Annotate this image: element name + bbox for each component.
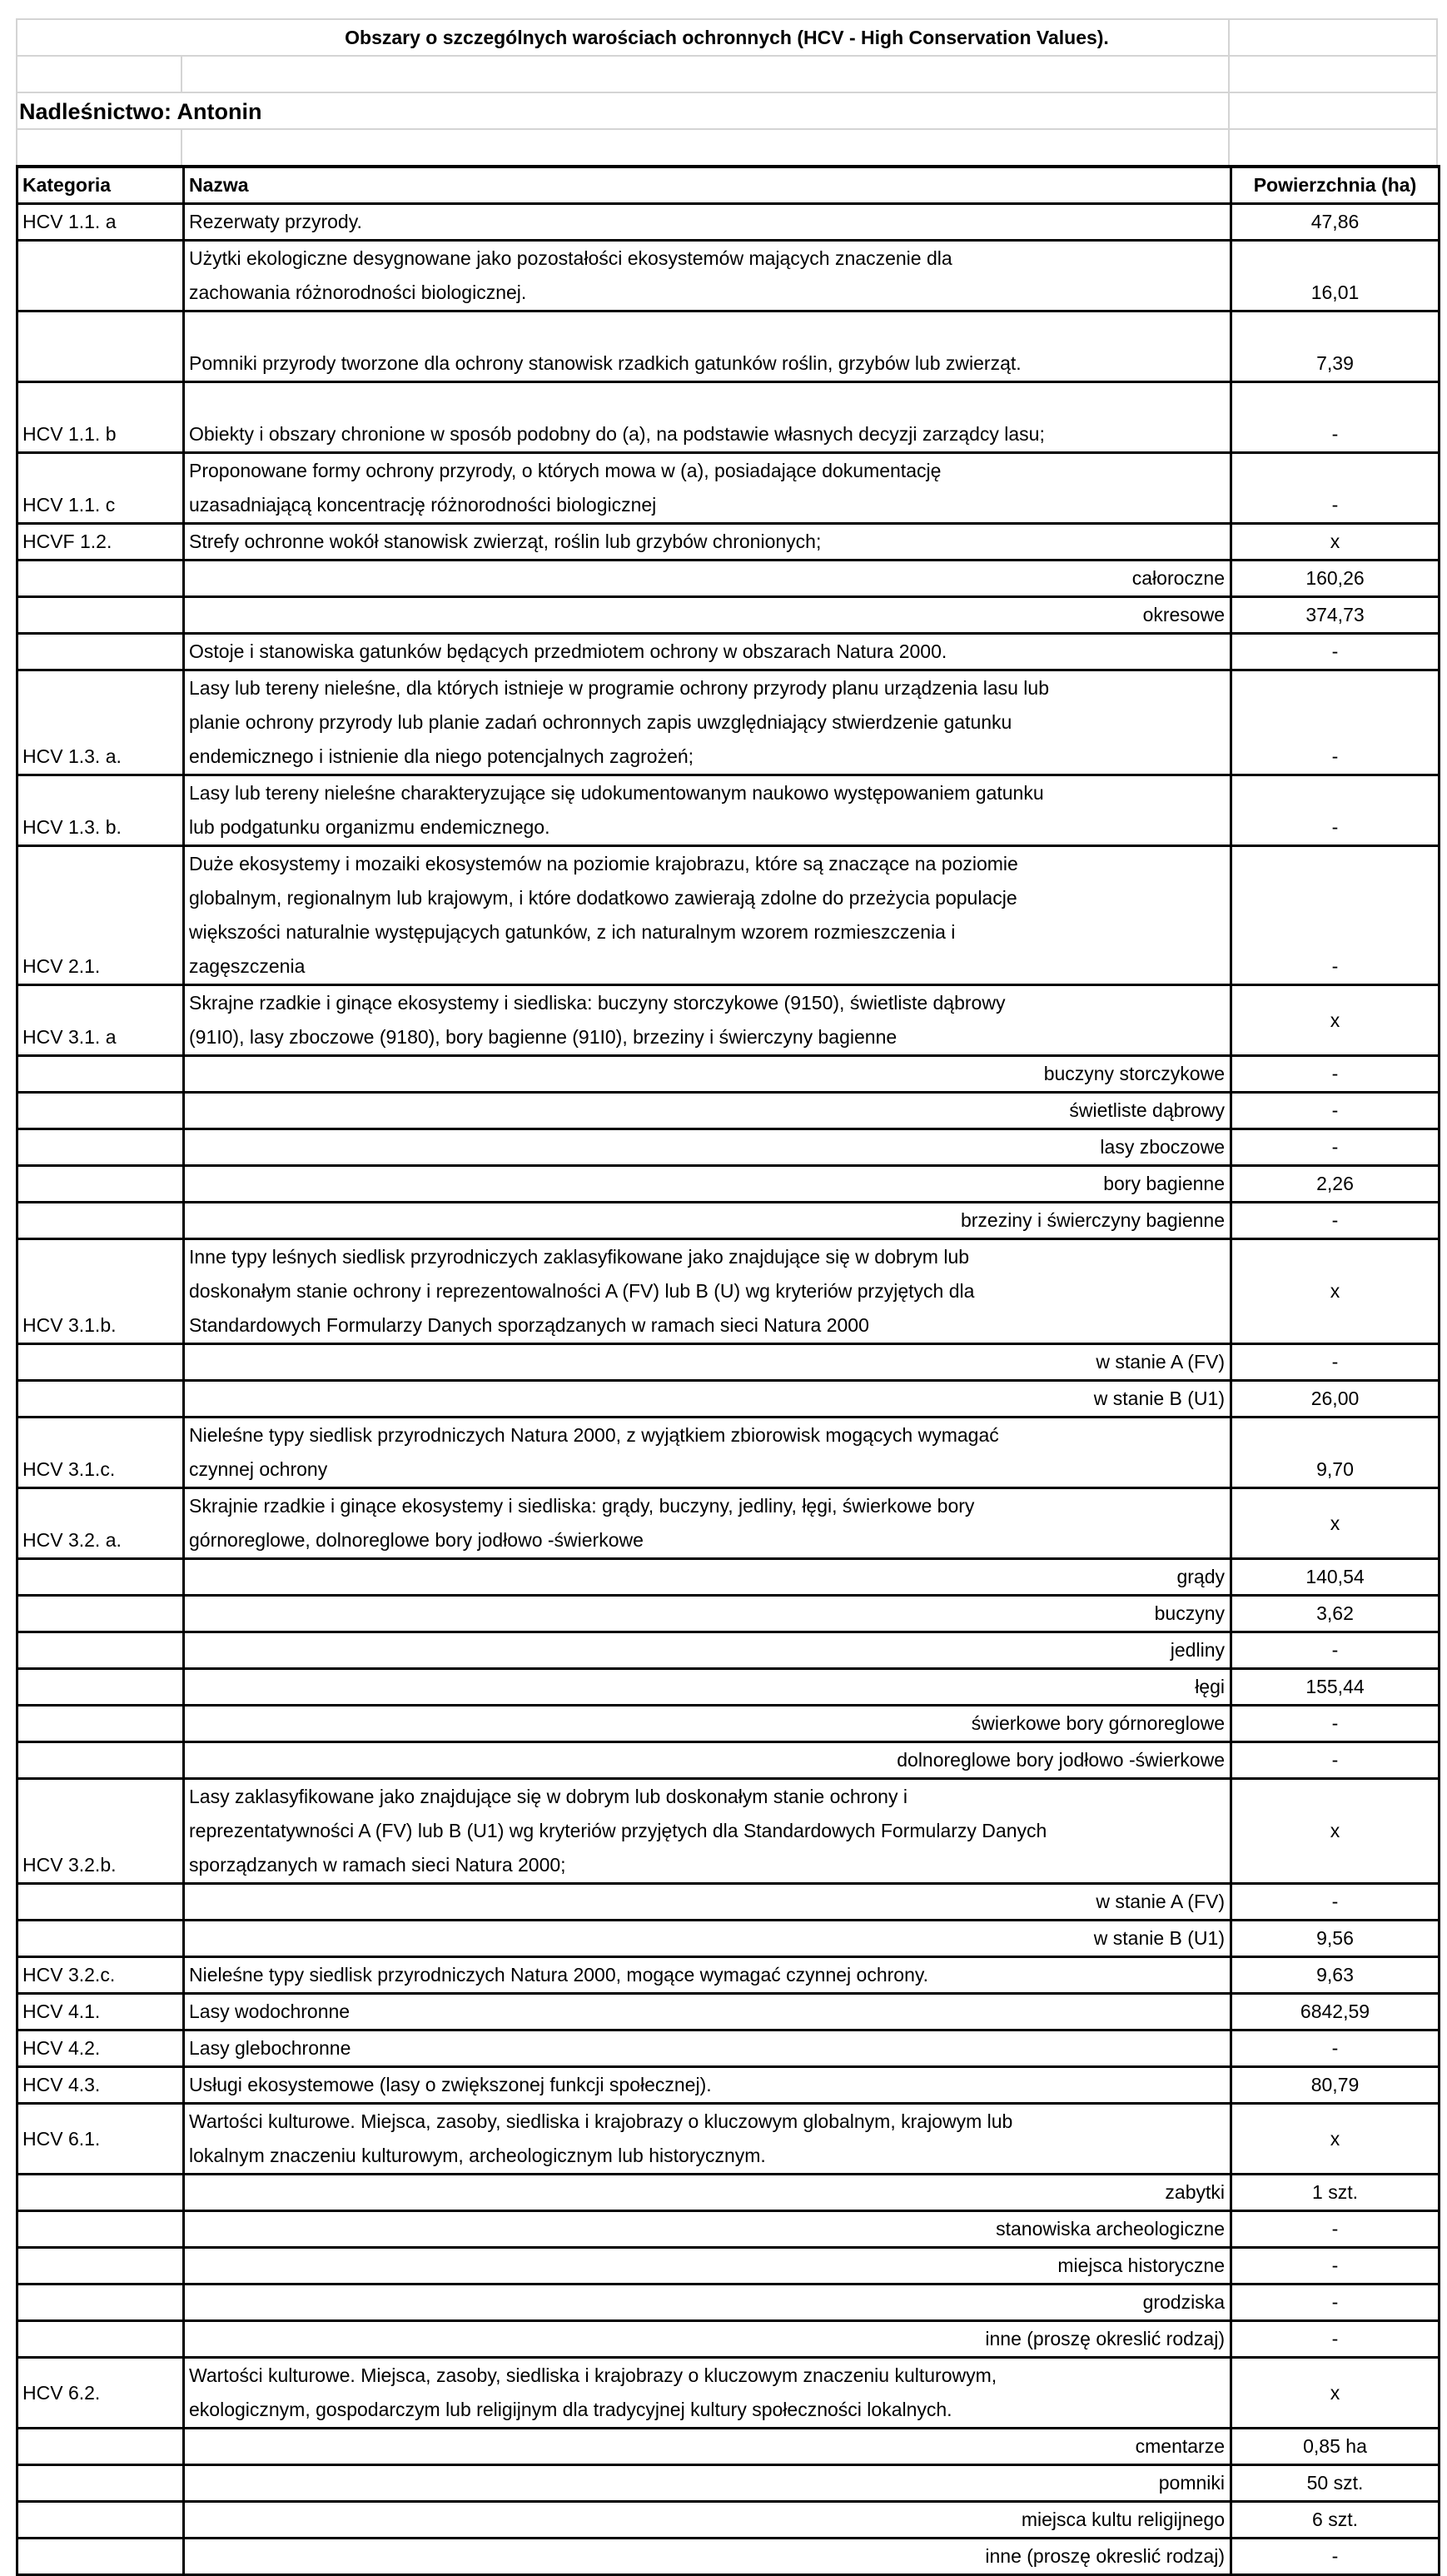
table-row — [17, 1418, 1440, 1488]
category-cell — [17, 311, 184, 382]
name-line: uzasadniającą koncentrację różnorodności biologicznej — [189, 494, 657, 516]
table-row — [17, 311, 1440, 382]
category-cell — [17, 2429, 184, 2465]
empty-cell — [182, 57, 1230, 92]
subcategory-cell: dolnoreglowe bory jodłowo -świerkowe — [184, 1742, 1231, 1779]
area-cell: - — [1231, 846, 1440, 985]
name-line: Usługi ekosystemowe (lasy o zwiększonej funkcji społecznej). — [189, 2074, 712, 2095]
name-line: (91I0), lasy zboczowe (9180), bory bagienne (91I0), brzeziny i świerczyny bagienne — [189, 1026, 898, 1048]
category-cell — [17, 1706, 184, 1742]
subcategory-cell: inne (proszę okreslić rodzaj) — [184, 2539, 1231, 2575]
name-line: Ostoje i stanowiska gatunków będących przedmiotem ochrony w obszarach Natura 2000. — [189, 640, 947, 662]
name-line: Inne typy leśnych siedlisk przyrodniczych zaklasyfikowane jako znajdujące się w dobrym lub — [189, 1246, 970, 1268]
table-subrow — [17, 1921, 1440, 1957]
name-line: doskonałym stanie ochrony i reprezentowalności A (FV) lub B (U) wg kryteriów przyjętych dla — [189, 1280, 975, 1302]
area-cell: 50 szt. — [1231, 2465, 1440, 2502]
table-row — [17, 382, 1440, 453]
page-title: Obszary o szczególnych warościach ochronnych (HCV - High Conservation Values). — [345, 27, 1109, 48]
table-row — [17, 1994, 1440, 2030]
subcategory-cell: świerkowe bory górnoreglowe — [184, 1706, 1231, 1742]
name-line: większości naturalnie występujących gatunków, z ich naturalnym wzorem rozmieszczenia i — [189, 921, 956, 943]
area-cell: 16,01 — [1231, 241, 1440, 311]
table-subrow — [17, 1559, 1440, 1596]
category-cell: HCV 6.1. — [17, 2104, 184, 2175]
area-cell: - — [1231, 1632, 1440, 1669]
area-cell: - — [1231, 1884, 1440, 1921]
name-line: globalnym, regionalnym lub krajowym, i które dodatkowo zawierają zdolne do przeżycia populacje — [189, 887, 1017, 909]
category-cell: HCV 4.1. — [17, 1994, 184, 2030]
area-cell: - — [1231, 1093, 1440, 1129]
subcategory-cell: w stanie A (FV) — [184, 1884, 1231, 1921]
empty-cell — [16, 130, 182, 165]
category-cell — [17, 1381, 184, 1418]
name-line: Rezerwaty przyrody. — [189, 211, 362, 232]
forest-district-row — [16, 92, 1438, 128]
sheet-header-area — [16, 18, 1438, 165]
subcategory-cell: miejsca kultu religijnego — [184, 2502, 1231, 2539]
table-subrow — [17, 2539, 1440, 2575]
subcategory-cell: w stanie B (U1) — [184, 1381, 1231, 1418]
name-cell — [184, 1994, 1231, 2030]
category-cell — [17, 1669, 184, 1706]
area-cell: 1 szt. — [1231, 2175, 1440, 2211]
blank-row — [16, 128, 1438, 165]
area-cell: 7,39 — [1231, 311, 1440, 382]
category-cell: HCV 1.3. b. — [17, 775, 184, 846]
table-row — [17, 670, 1440, 775]
subcategory-cell: jedliny — [184, 1632, 1231, 1669]
category-cell: HCV 4.3. — [17, 2067, 184, 2104]
header-area: Powierzchnia (ha) — [1231, 167, 1440, 204]
name-line: górnoreglowe, dolnoreglowe bory jodłowo -świerkowe — [189, 1529, 644, 1551]
area-cell: 47,86 — [1231, 204, 1440, 241]
name-line: Standardowych Formularzy Danych sporządzanych w ramach sieci Natura 2000 — [189, 1314, 869, 1336]
name-cell — [184, 634, 1231, 670]
empty-cell — [1230, 93, 1438, 128]
table-subrow — [17, 1203, 1440, 1239]
table-subrow — [17, 1742, 1440, 1779]
category-cell — [17, 241, 184, 311]
name-line: Skrajnie rzadkie i ginące ekosystemy i siedliska: grądy, buczyny, jedliny, łęgi, świerkowe bory — [189, 1495, 975, 1517]
name-line: Duże ekosystemy i mozaiki ekosystemów na poziomie krajobrazu, które są znaczące na poziomie — [189, 853, 1018, 874]
subcategory-cell: w stanie B (U1) — [184, 1921, 1231, 1957]
area-cell: - — [1231, 1056, 1440, 1093]
category-cell — [17, 2175, 184, 2211]
category-cell — [17, 597, 184, 634]
area-cell: - — [1231, 1344, 1440, 1381]
table-row — [17, 241, 1440, 311]
category-cell — [17, 1093, 184, 1129]
category-cell — [17, 2321, 184, 2358]
table-subrow — [17, 1093, 1440, 1129]
category-cell: HCV 3.1.c. — [17, 1418, 184, 1488]
table-subrow — [17, 2321, 1440, 2358]
category-cell: HCV 1.1. c — [17, 453, 184, 524]
category-cell — [17, 1632, 184, 1669]
area-cell: 374,73 — [1231, 597, 1440, 634]
table-row — [17, 453, 1440, 524]
table-row — [17, 524, 1440, 561]
area-cell: - — [1231, 2248, 1440, 2285]
table-row — [17, 634, 1440, 670]
area-cell: - — [1231, 2211, 1440, 2248]
category-cell — [17, 1921, 184, 1957]
area-cell: 2,26 — [1231, 1166, 1440, 1203]
name-line: Pomniki przyrody tworzone dla ochrony stanowisk rzadkich gatunków roślin, grzybów lub zwierząt. — [189, 352, 1022, 374]
area-cell: - — [1231, 453, 1440, 524]
area-cell: 160,26 — [1231, 561, 1440, 597]
area-cell: x — [1231, 1239, 1440, 1344]
table-subrow — [17, 1632, 1440, 1669]
table-row — [17, 846, 1440, 985]
table-row — [17, 1488, 1440, 1559]
name-line: Lasy lub tereny nieleśne charakteryzujące się udokumentowanym naukowo występowaniem gatunku — [189, 782, 1044, 804]
name-line: Lasy zaklasyfikowane jako znajdujące się w dobrym lub doskonałym stanie ochrony i — [189, 1786, 907, 1807]
area-cell: - — [1231, 1129, 1440, 1166]
subcategory-cell: łęgi — [184, 1669, 1231, 1706]
table-subrow — [17, 1596, 1440, 1632]
name-cell — [184, 846, 1231, 985]
area-cell: 9,56 — [1231, 1921, 1440, 1957]
category-cell — [17, 1884, 184, 1921]
name-line: ekologicznym, gospodarczym lub religijnym dla tradycyjnej kultury społeczności lokalnych. — [189, 2399, 952, 2420]
category-cell — [17, 1166, 184, 1203]
table-header-row — [17, 167, 1440, 204]
area-cell: 26,00 — [1231, 1381, 1440, 1418]
name-cell — [184, 2104, 1231, 2175]
category-cell: HCV 1.3. a. — [17, 670, 184, 775]
subcategory-cell: okresowe — [184, 597, 1231, 634]
name-cell — [184, 1239, 1231, 1344]
hcv-table-body — [17, 167, 1440, 2575]
subcategory-cell: buczyny — [184, 1596, 1231, 1632]
area-cell: - — [1231, 670, 1440, 775]
table-subrow — [17, 1344, 1440, 1381]
category-cell — [17, 2539, 184, 2575]
category-cell — [17, 2285, 184, 2321]
area-cell: 155,44 — [1231, 1669, 1440, 1706]
subcategory-cell: miejsca historyczne — [184, 2248, 1231, 2285]
category-cell — [17, 634, 184, 670]
category-cell — [17, 561, 184, 597]
table-subrow — [17, 561, 1440, 597]
table-subrow — [17, 2248, 1440, 2285]
table-row — [17, 1957, 1440, 1994]
area-cell: - — [1231, 2030, 1440, 2067]
name-line: zagęszczenia — [189, 955, 306, 977]
category-cell — [17, 1344, 184, 1381]
name-line: zachowania różnorodności biologicznej. — [189, 282, 527, 303]
table-row — [17, 204, 1440, 241]
table-subrow — [17, 2285, 1440, 2321]
table-subrow — [17, 1706, 1440, 1742]
subcategory-cell: brzeziny i świerczyny bagienne — [184, 1203, 1231, 1239]
table-row — [17, 1779, 1440, 1884]
name-line: Strefy ochronne wokół stanowisk zwierząt, roślin lub grzybów chronionych; — [189, 531, 822, 552]
name-cell — [184, 311, 1231, 382]
area-cell: x — [1231, 2358, 1440, 2429]
area-cell: x — [1231, 1488, 1440, 1559]
blank-row — [16, 55, 1438, 92]
table-subrow — [17, 1166, 1440, 1203]
table-subrow — [17, 2465, 1440, 2502]
area-cell: - — [1231, 634, 1440, 670]
table-row — [17, 2358, 1440, 2429]
category-cell: HCVF 1.2. — [17, 524, 184, 561]
subcategory-cell: świetliste dąbrowy — [184, 1093, 1231, 1129]
category-cell — [17, 1742, 184, 1779]
subcategory-cell: grądy — [184, 1559, 1231, 1596]
name-cell — [184, 1957, 1231, 1994]
category-cell: HCV 3.2. a. — [17, 1488, 184, 1559]
area-cell: - — [1231, 1203, 1440, 1239]
name-line: czynnej ochrony — [189, 1458, 328, 1480]
name-cell — [184, 382, 1231, 453]
table-subrow — [17, 1056, 1440, 1093]
area-cell: - — [1231, 2285, 1440, 2321]
table-row — [17, 2067, 1440, 2104]
table-row — [17, 1239, 1440, 1344]
table-row — [17, 2030, 1440, 2067]
name-line — [189, 383, 1226, 417]
name-cell — [184, 2030, 1231, 2067]
area-cell: - — [1231, 775, 1440, 846]
subcategory-cell: grodziska — [184, 2285, 1231, 2321]
name-line: Skrajne rzadkie i ginące ekosystemy i siedliska: buczyny storczykowe (9150), świetliste dąbrowy — [189, 992, 1006, 1014]
table-subrow — [17, 2211, 1440, 2248]
table-row — [17, 2104, 1440, 2175]
empty-cell — [16, 57, 182, 92]
name-cell — [184, 453, 1231, 524]
table-subrow — [17, 1669, 1440, 1706]
name-line: Użytki ekologiczne desygnowane jako pozostałości ekosystemów mających znaczenie dla — [189, 247, 952, 269]
category-cell: HCV 3.2.b. — [17, 1779, 184, 1884]
category-cell: HCV 1.1. a — [17, 204, 184, 241]
area-cell: 3,62 — [1231, 1596, 1440, 1632]
category-cell: HCV 4.2. — [17, 2030, 184, 2067]
category-cell — [17, 2248, 184, 2285]
name-line: Proponowane formy ochrony przyrody, o których mowa w (a), posiadające dokumentację — [189, 460, 942, 481]
name-line: Lasy lub tereny nieleśne, dla których istnieje w programie ochrony przyrody planu urządzenia lasu lub — [189, 677, 1050, 699]
area-cell: 80,79 — [1231, 2067, 1440, 2104]
area-cell: - — [1231, 2321, 1440, 2358]
name-line: lokalnym znaczeniu kulturowym, archeologicznym lub historycznym. — [189, 2145, 766, 2166]
empty-cell — [182, 130, 1230, 165]
name-line: lub podgatunku organizmu endemicznego. — [189, 816, 550, 838]
header-category: Kategoria — [17, 167, 184, 204]
hcv-table — [16, 165, 1440, 2576]
name-line: Wartości kulturowe. Miejsca, zasoby, siedliska i krajobrazy o kluczowym globalnym, krajowym lub — [189, 2110, 1013, 2132]
name-cell — [184, 524, 1231, 561]
name-cell — [184, 670, 1231, 775]
category-cell: HCV 3.1.b. — [17, 1239, 184, 1344]
area-cell: 0,85 ha — [1231, 2429, 1440, 2465]
table-subrow — [17, 1129, 1440, 1166]
header-name: Nazwa — [184, 167, 1231, 204]
subcategory-cell: całoroczne — [184, 561, 1231, 597]
name-cell — [184, 204, 1231, 241]
subcategory-cell: buczyny storczykowe — [184, 1056, 1231, 1093]
area-cell: - — [1231, 1706, 1440, 1742]
area-cell: x — [1231, 985, 1440, 1056]
category-cell — [17, 2211, 184, 2248]
table-subrow — [17, 1381, 1440, 1418]
category-cell — [17, 1056, 184, 1093]
area-cell: 140,54 — [1231, 1559, 1440, 1596]
category-cell: HCV 2.1. — [17, 846, 184, 985]
area-cell: - — [1231, 382, 1440, 453]
category-cell — [17, 1203, 184, 1239]
area-cell: x — [1231, 1779, 1440, 1884]
subcategory-cell: w stanie A (FV) — [184, 1344, 1231, 1381]
name-line: Lasy wodochronne — [189, 2001, 351, 2022]
name-cell — [184, 2358, 1231, 2429]
forest-district-label: Nadleśnictwo: Antonin — [19, 99, 262, 124]
category-cell — [17, 2502, 184, 2539]
table-subrow — [17, 2502, 1440, 2539]
area-cell: - — [1231, 1742, 1440, 1779]
name-line: Nieleśne typy siedlisk przyrodniczych Natura 2000, z wyjątkiem zbiorowisk mogących wymagać — [189, 1424, 999, 1446]
title-row — [16, 18, 1438, 55]
category-cell: HCV 3.1. a — [17, 985, 184, 1056]
name-cell — [184, 1488, 1231, 1559]
table-subrow — [17, 2175, 1440, 2211]
table-subrow — [17, 597, 1440, 634]
area-cell: x — [1231, 524, 1440, 561]
category-cell — [17, 1596, 184, 1632]
table-row — [17, 775, 1440, 846]
subcategory-cell: pomniki — [184, 2465, 1231, 2502]
category-cell — [17, 1129, 184, 1166]
area-cell: - — [1231, 2539, 1440, 2575]
empty-cell — [1230, 57, 1438, 92]
area-cell: 6 szt. — [1231, 2502, 1440, 2539]
name-line: Wartości kulturowe. Miejsca, zasoby, siedliska i krajobrazy o kluczowym znaczeniu kulturowym, — [189, 2364, 997, 2386]
name-cell — [184, 1418, 1231, 1488]
area-cell: x — [1231, 2104, 1440, 2175]
subcategory-cell: zabytki — [184, 2175, 1231, 2211]
table-subrow — [17, 2429, 1440, 2465]
name-line — [189, 312, 1226, 346]
area-cell: 6842,59 — [1231, 1994, 1440, 2030]
subcategory-cell: bory bagienne — [184, 1166, 1231, 1203]
name-line: Lasy glebochronne — [189, 2037, 351, 2059]
category-cell — [17, 1559, 184, 1596]
category-cell: HCV 6.2. — [17, 2358, 184, 2429]
area-cell: 9,70 — [1231, 1418, 1440, 1488]
area-cell: 9,63 — [1231, 1957, 1440, 1994]
name-cell — [184, 2067, 1231, 2104]
subcategory-cell: lasy zboczowe — [184, 1129, 1231, 1166]
name-line: Nieleśne typy siedlisk przyrodniczych Natura 2000, mogące wymagać czynnej ochrony. — [189, 1964, 929, 1986]
subcategory-cell: stanowiska archeologiczne — [184, 2211, 1231, 2248]
category-cell: HCV 3.2.c. — [17, 1957, 184, 1994]
empty-cell — [1230, 130, 1438, 165]
category-cell: HCV 1.1. b — [17, 382, 184, 453]
subcategory-cell: cmentarze — [184, 2429, 1231, 2465]
name-line: planie ochrony przyrody lub planie zadań ochronnych zapis uwzględniający stwierdzenie gatunku — [189, 711, 1012, 733]
category-cell — [17, 2465, 184, 2502]
name-cell — [184, 241, 1231, 311]
name-cell — [184, 1779, 1231, 1884]
name-line: endemicznego i istnienie dla niego potencjalnych zagrożeń; — [189, 745, 694, 767]
table-row — [17, 985, 1440, 1056]
name-cell — [184, 775, 1231, 846]
name-line: Obiekty i obszary chronione w sposób podobny do (a), na podstawie własnych decyzji zarządcy lasu; — [189, 423, 1045, 445]
table-subrow — [17, 1884, 1440, 1921]
name-cell — [184, 985, 1231, 1056]
name-line: reprezentatywności A (FV) lub B (U1) wg kryteriów przyjętych dla Standardowych Formularzy Danych — [189, 1820, 1047, 1841]
name-line: sporządzanych w ramach sieci Natura 2000; — [189, 1854, 566, 1876]
subcategory-cell: inne (proszę okreslić rodzaj) — [184, 2321, 1231, 2358]
